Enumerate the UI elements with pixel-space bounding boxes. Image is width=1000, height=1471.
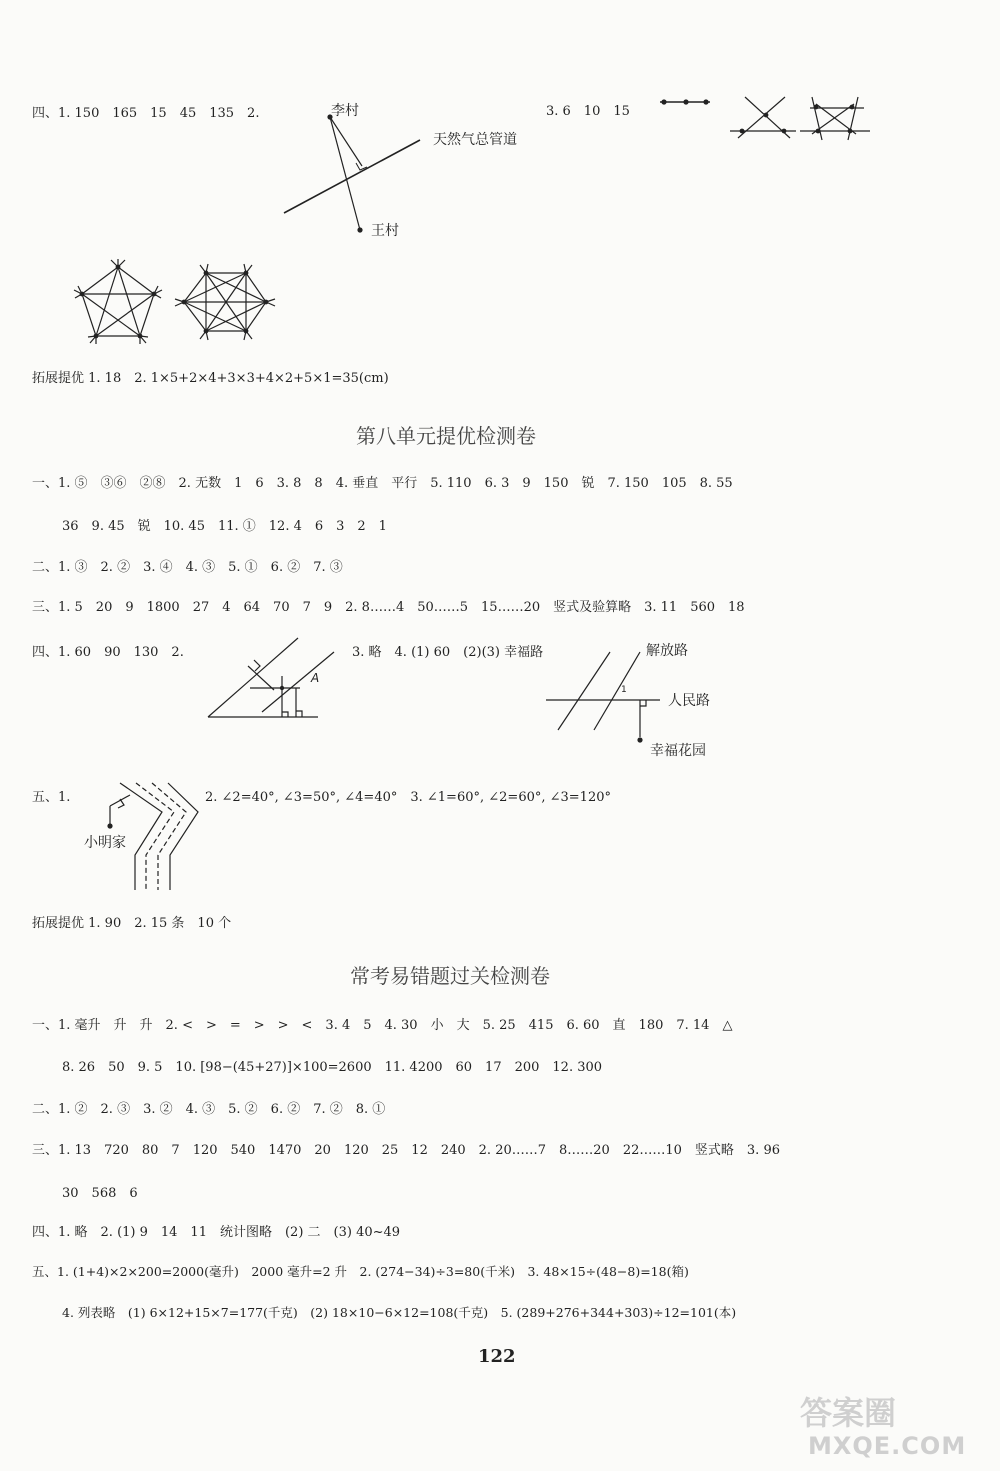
label-licun: 李村 bbox=[331, 103, 359, 119]
page-number: 122 bbox=[478, 1346, 516, 1367]
answer-line-s7-3: 3. 6 10 15 bbox=[546, 104, 630, 119]
label-point-a: A bbox=[311, 671, 320, 685]
answer-line-s7-extension: 拓展提优 1. 18 2. 1×5+2×4+3×3+4×2+5×1=35(cm) bbox=[32, 371, 389, 386]
label-xingfu-garden: 幸福花园 bbox=[650, 743, 706, 759]
answer-line-u8-4a: 四、1. 60 90 130 2. bbox=[32, 645, 184, 660]
answer-line-ce-3a: 三、1. 13 720 80 7 120 540 1470 20 120 25 12 240 2. 20……7 8……20 22……10 竖式略 3. 96 bbox=[32, 1143, 780, 1158]
answer-line-s7-4: 四、1. 150 165 15 45 135 2. bbox=[32, 106, 260, 121]
answer-line-ce-4: 四、1. 略 2. (1) 9 14 11 统计图略 (2) 二 (3) 40~49 bbox=[32, 1225, 401, 1240]
answer-line-ce-1b: 8. 26 50 9. 5 10. [98−(45+27)]×100=2600 11. 4200 60 17 200 12. 300 bbox=[62, 1060, 603, 1075]
watermark-site: MXQE.COM bbox=[808, 1432, 967, 1460]
label-xiaoming-home: 小明家 bbox=[84, 835, 126, 851]
watermark-logo: 答案圈 bbox=[800, 1394, 897, 1432]
label-jiefang-road: 解放路 bbox=[646, 643, 688, 659]
answer-line-u8-3: 三、1. 5 20 9 1800 27 4 64 70 7 9 2. 8……4 50……5 15……20 竖式及验算略 3. 11 560 18 bbox=[32, 600, 745, 615]
label-pipeline: 天然气总管道 bbox=[433, 132, 517, 148]
label-renmin-road: 人民路 bbox=[668, 693, 710, 709]
answer-line-u8-extension: 拓展提优 1. 90 2. 15 条 10 个 bbox=[32, 916, 232, 931]
answer-line-u8-1b: 36 9. 45 锐 10. 45 11. ① 12. 4 6 3 2 1 bbox=[62, 519, 387, 534]
answer-line-ce-2: 二、1. ② 2. ③ 3. ② 4. ③ 5. ② 6. ② 7. ② 8. ① bbox=[32, 1102, 386, 1117]
answer-line-u8-2: 二、1. ③ 2. ② 3. ④ 4. ③ 5. ① 6. ② 7. ③ bbox=[32, 560, 343, 575]
answer-line-u8-4b: 3. 略 4. (1) 60 (2)(3) 幸福路 bbox=[352, 645, 544, 660]
heading-unit8: 第八单元提优检测卷 bbox=[356, 424, 536, 448]
answer-line-u8-5a: 五、1. bbox=[32, 790, 71, 805]
heading-common-errors: 常考易错题过关检测卷 bbox=[350, 964, 550, 988]
label-angle-1: 1 bbox=[621, 685, 627, 695]
answer-line-u8-5b: 2. ∠2=40°, ∠3=50°, ∠4=40° 3. ∠1=60°, ∠2=60°, ∠3=120° bbox=[205, 790, 611, 805]
label-wangcun: 王村 bbox=[371, 223, 399, 239]
answer-line-ce-5a: 五、1. (1+4)×2×200=2000(毫升) 2000 毫升=2 升 2. (274−34)÷3=80(千米) 3. 48×15÷(48−8)=18(箱) bbox=[32, 1264, 689, 1279]
answer-line-ce-5b: 4. 列表略 (1) 6×12+15×7=177(千克) (2) 18×10−6×12=108(千克) 5. (289+276+344+303)÷12=101(本) bbox=[62, 1305, 737, 1320]
answer-line-u8-1a: 一、1. ⑤ ③⑥ ②⑧ 2. 无数 1 6 3. 8 8 4. 垂直 平行 5. 110 6. 3 9 150 锐 7. 150 105 8. 55 bbox=[32, 476, 733, 491]
answer-line-ce-3b: 30 568 6 bbox=[62, 1186, 138, 1201]
answer-line-ce-1a: 一、1. 毫升 升 升 2. < > = > > < 3. 4 5 4. 30 小 大 5. 25 415 6. 60 直 180 7. 14 △ bbox=[32, 1018, 733, 1033]
